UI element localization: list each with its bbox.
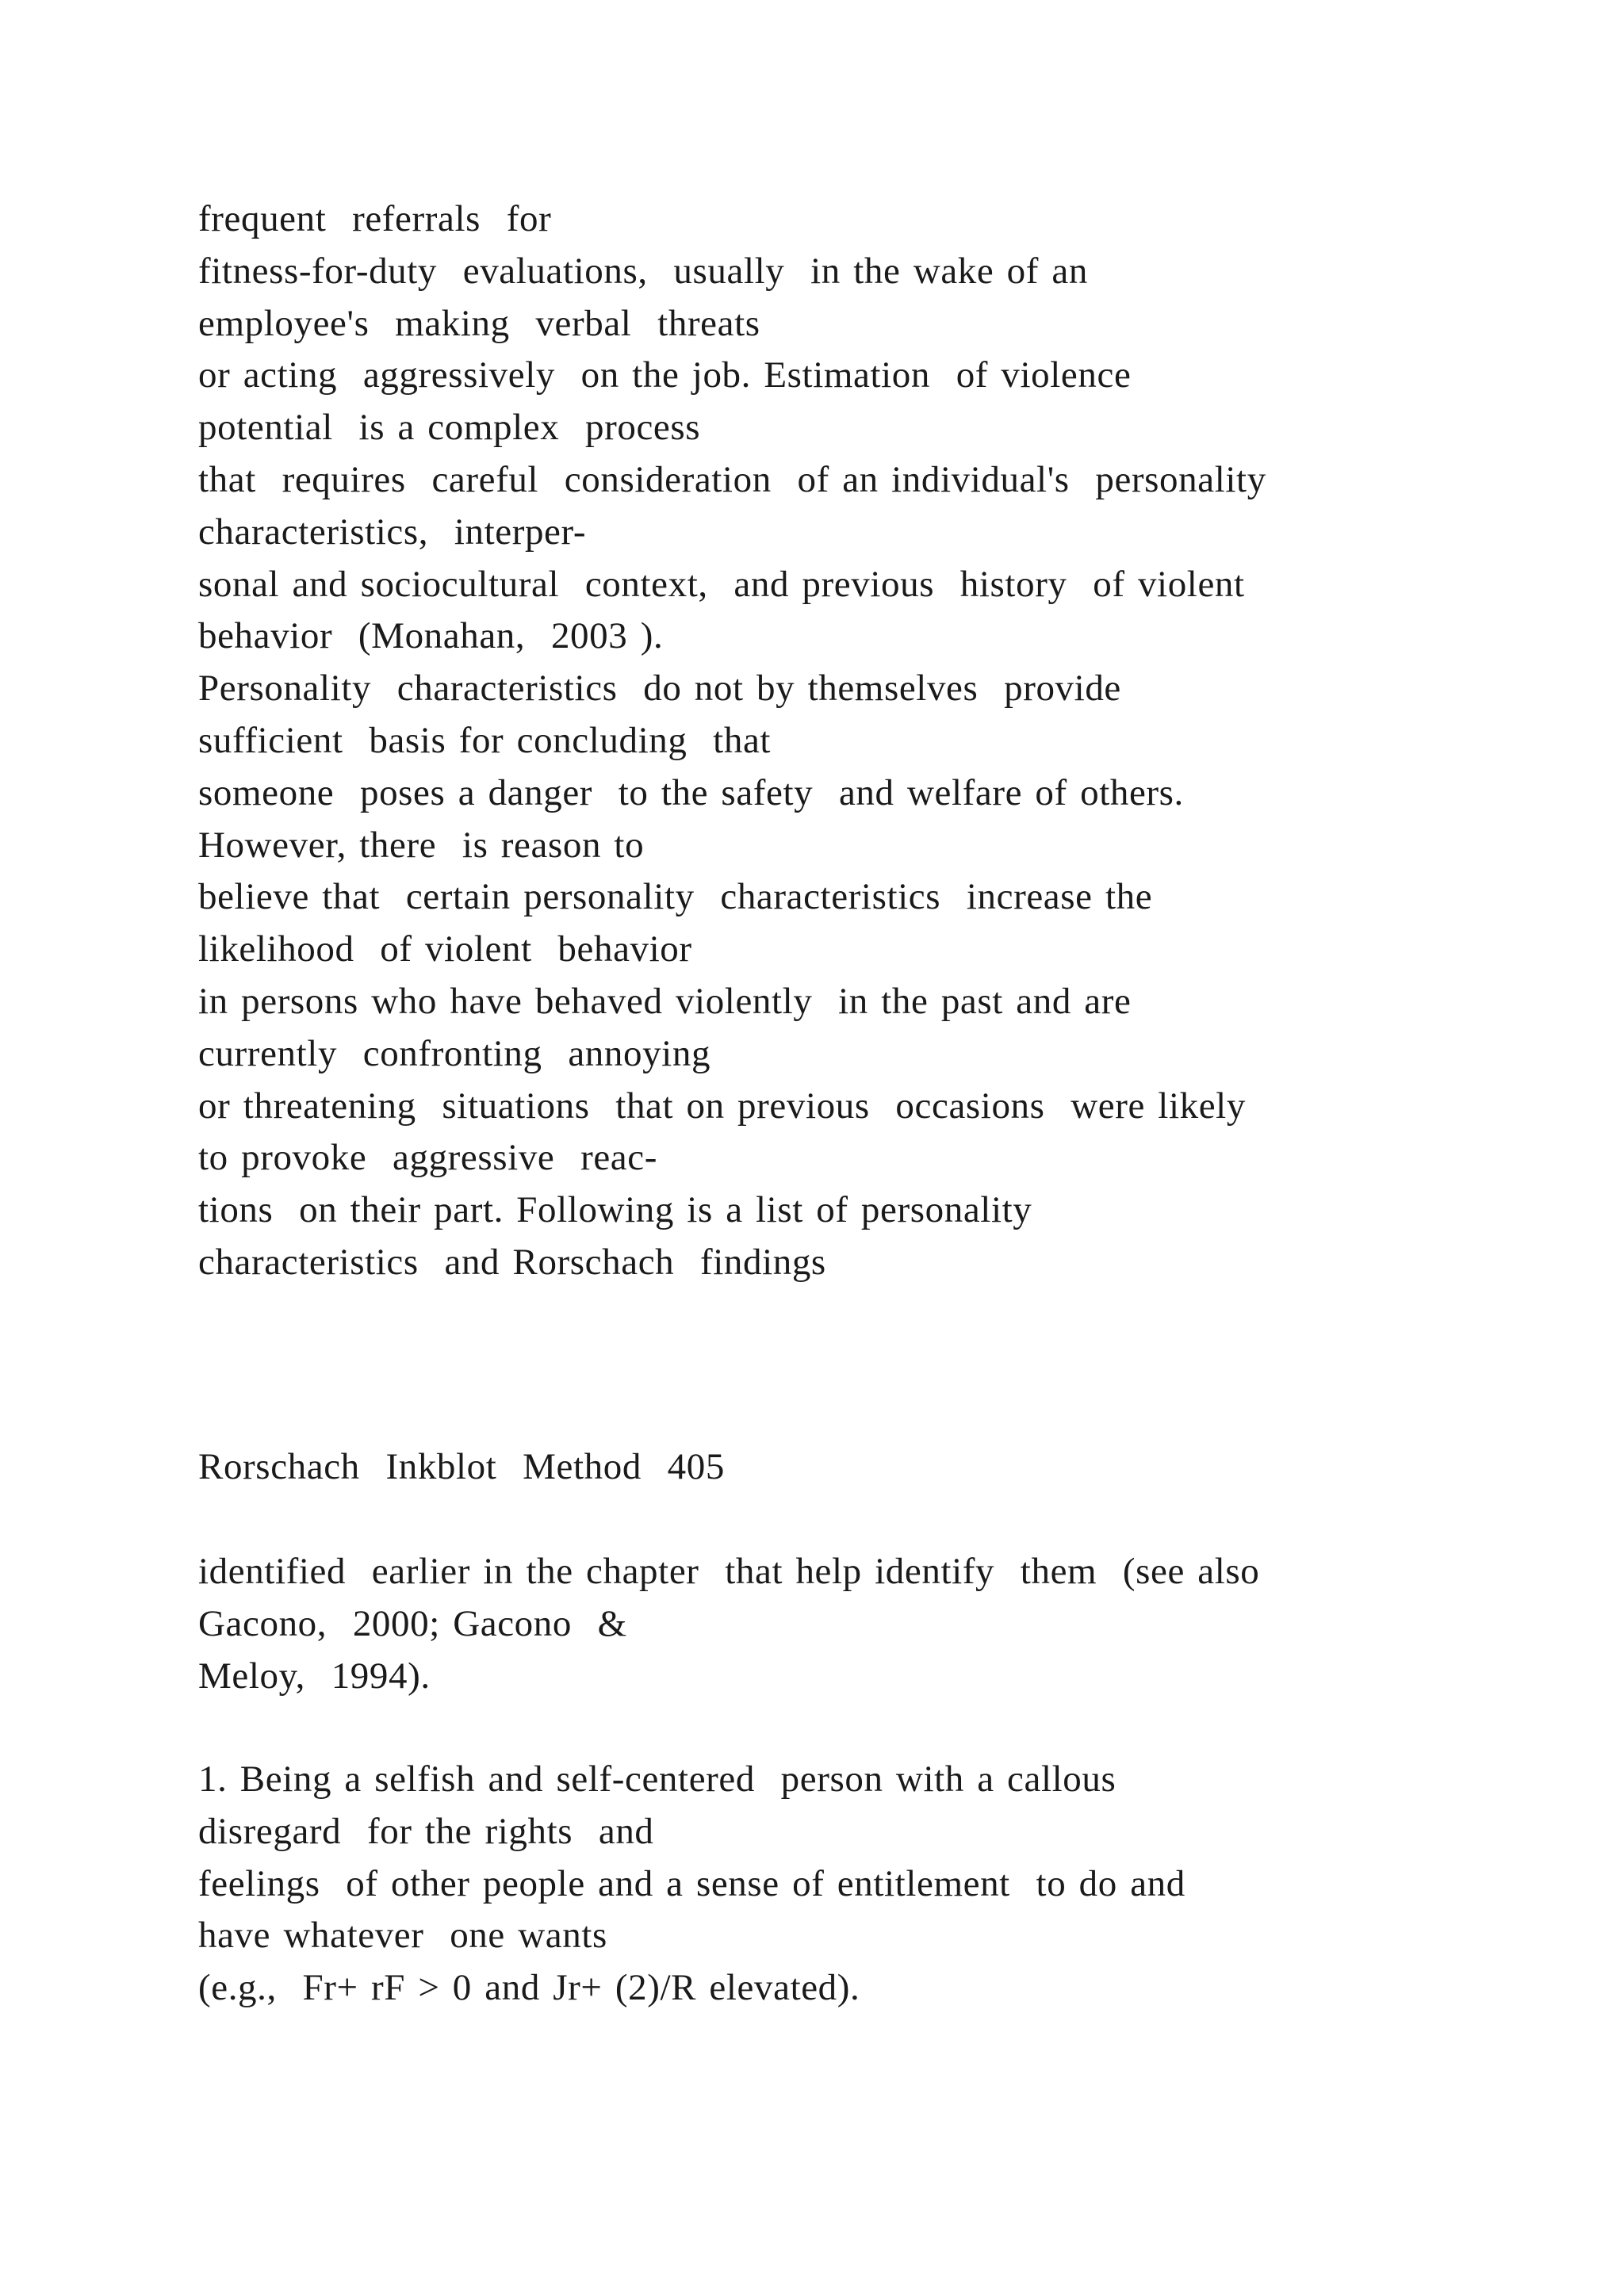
text-line: disregard for the rights and [198,1810,654,1852]
text-line: someone poses a danger to the safety and welfare of others. [198,771,1184,813]
text-line: identified earlier in the chapter that help identify them (see also [198,1551,1260,1592]
text-line: 1. Being a selfish and self-centered person with a callous [198,1758,1116,1800]
text-line: that requires careful consideration of an individual's personality [198,458,1266,500]
body-paragraph [198,193,1266,1289]
text-line: (e.g., Fr+ rF > 0 and Jr+ (2)/R elevated). [198,1967,860,2009]
text-line: Personality characteristics do not by themselves provide [198,668,1121,710]
text-line: behavior (Monahan, 2003 ). [198,615,664,657]
text-line: feelings of other people and a sense of entitlement to do and [198,1862,1185,1904]
text-line: likelihood of violent behavior [198,928,692,970]
running-header [198,1441,725,1494]
text-line: have whatever one wants [198,1915,607,1957]
text-line: sonal and sociocultural context, and previous history of violent [198,563,1245,605]
text-line: fitness-for-duty evaluations, usually in the wake of an [198,250,1088,292]
text-line: characteristics, interper- [198,511,587,553]
running-header-text: Rorschach Inkblot Method 405 [198,1446,725,1487]
list-item [198,1754,1185,2015]
text-line: However, there is reason to [198,824,645,866]
text-line: employee's making verbal threats [198,302,760,344]
text-line: currently confronting annoying [198,1032,711,1074]
text-line: in persons who have behaved violently in the past and are [198,980,1132,1022]
text-line: Gacono, 2000; Gacono & [198,1602,627,1644]
text-line: characteristics and Rorschach findings [198,1241,826,1283]
text-line: to provoke aggressive reac- [198,1137,657,1179]
text-line: frequent referrals for [198,198,552,239]
text-line: or threatening situations that on previous occasions were likely [198,1085,1246,1127]
text-line: Meloy, 1994). [198,1655,431,1697]
text-line: believe that certain personality characteristics increase the [198,876,1153,918]
text-line: potential is a complex process [198,407,701,449]
body-paragraph-continued [198,1546,1259,1702]
text-line: tions on their part. Following is a list of personality [198,1189,1032,1231]
text-line: or acting aggressively on the job. Estimation of violence [198,354,1132,396]
text-line: sufficient basis for concluding that [198,719,772,761]
